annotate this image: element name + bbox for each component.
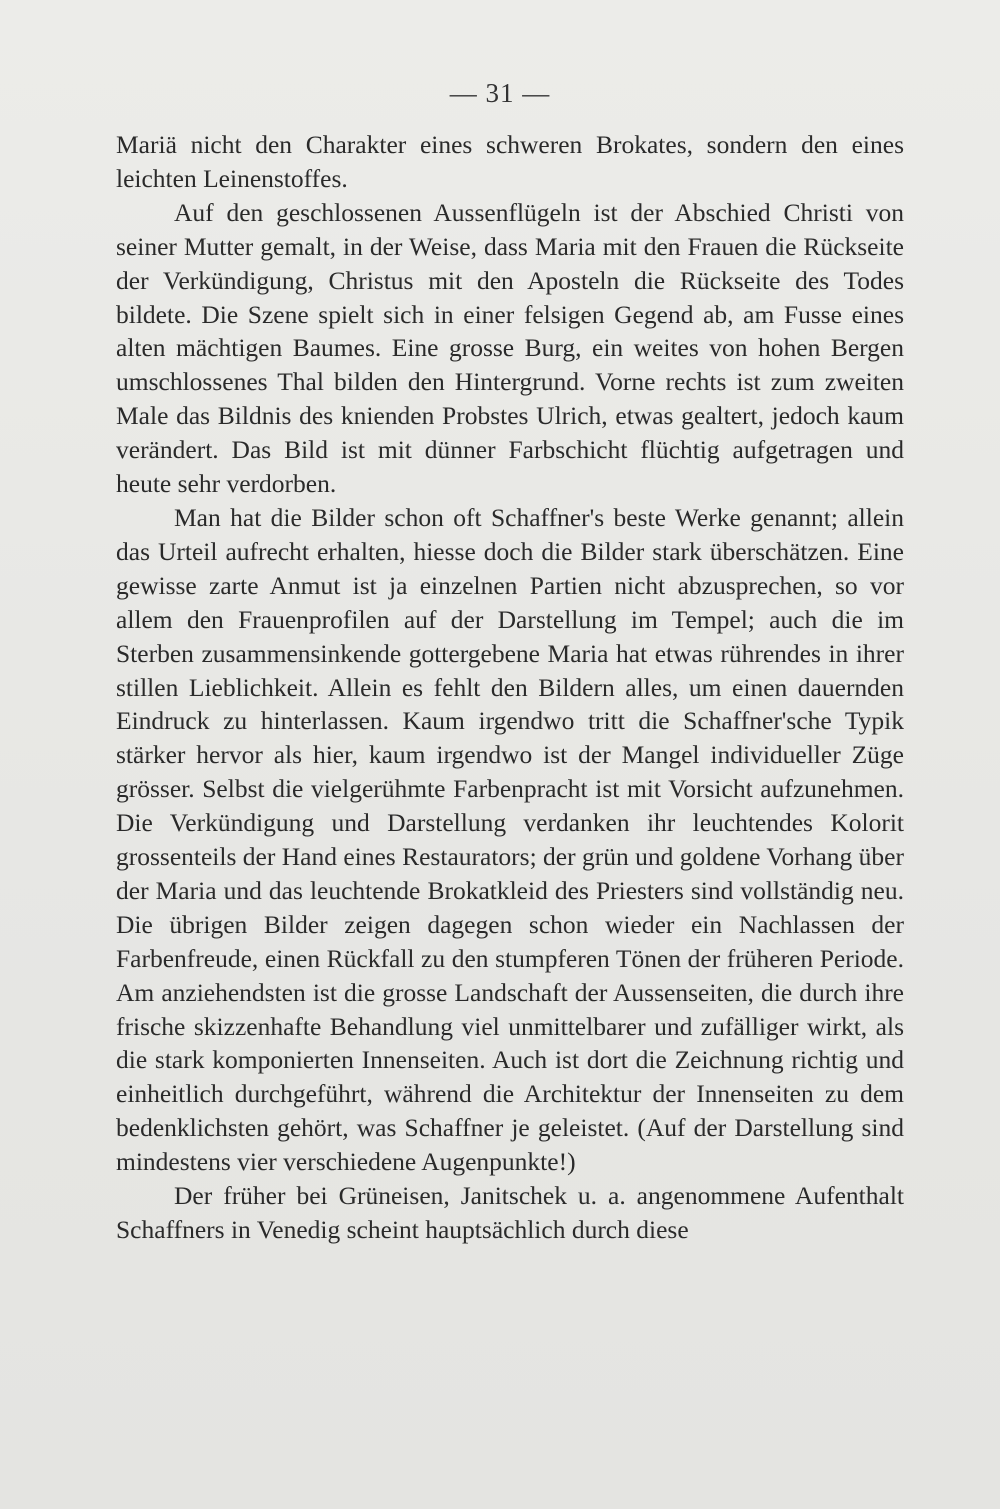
paragraph-venedig: Der früher bei Grüneisen, Janitschek u. a. angenommene Aufenthalt Schaffners in Venedig scheint hauptsächlich durch diese xyxy=(116,1181,904,1244)
paragraph-beurteilung: Man hat die Bilder schon oft Schaffner's beste Werke genannt; allein das Urteil aufrecht erhalten, hiesse doch die Bilder stark überschätzen. Eine gewisse zarte Anmut ist ja einzelnen Partien nicht abzusprechen, so vor allem den Frauenprofilen auf der Darstellung im Tempel; auch die im Sterben zusammensinkende gottergebene Maria hat etwas rührendes in ihrer stillen Lieblichkeit. Allein es fehlt den Bildern alles, um einen dauernden Eindruck zu hinterlassen. Kaum irgendwo tritt die Schaffner'sche Typik stärker hervor als hier, kaum irgendwo ist der Mangel individueller Züge grösser. Selbst die vielgerühmte Farbenpracht ist mit Vorsicht aufzunehmen. Die Verkündigung und Darstellung verdanken ihr leuchtendes Kolorit grossenteils der Hand eines Restaurators; der grün und goldene Vorhang über der Maria und das leuchtende Brokatkleid des Priesters sind vollständig neu. Die übrigen Bilder zeigen dagegen schon wieder ein Nachlassen der Farbenfreude, einen Rückfall zu den stumpferen Tönen der früheren Periode. Am anziehendsten ist die grosse Landschaft der Aussenseiten, die durch ihre frische skizzenhafte Behandlung viel unmittelbarer und zufälliger wirkt, als die stark komponierten Innenseiten. Auch ist dort die Zeichnung richtig und einheitlich durchgeführt, während die Architektur der Innenseiten zu dem bedenklichsten gehört, was Schaffner je geleistet. (Auf der Darstellung sind mindestens vier verschiedene Augenpunkte!) xyxy=(116,502,904,1177)
paragraph-continuation: Mariä nicht den Charakter eines schweren Brokates, sondern den eines leichten Leinenstoffes. xyxy=(116,130,904,193)
page-number: — 31 — xyxy=(449,78,551,108)
body-text xyxy=(116,128,904,1247)
paragraph-abschied: Auf den geschlossenen Aussenflügeln ist der Abschied Christi von seiner Mutter gemalt, in der Weise, dass Maria mit den Frauen die Rückseite der Verkündigung, Christus mit den Aposteln die Rückseite des Todes bildete. Die Szene spielt sich in einer felsigen Gegend ab, am Fusse eines alten mächtigen Baumes. Eine grosse Burg, ein weites von hohen Bergen umschlossenes Thal bilden den Hintergrund. Vorne rechts ist zum zweiten Male das Bildnis des knienden Probstes Ulrich, etwas gealtert, jedoch kaum verändert. Das Bild ist mit dünner Farbschicht flüchtig aufgetragen und heute sehr verdorben. xyxy=(116,197,904,499)
